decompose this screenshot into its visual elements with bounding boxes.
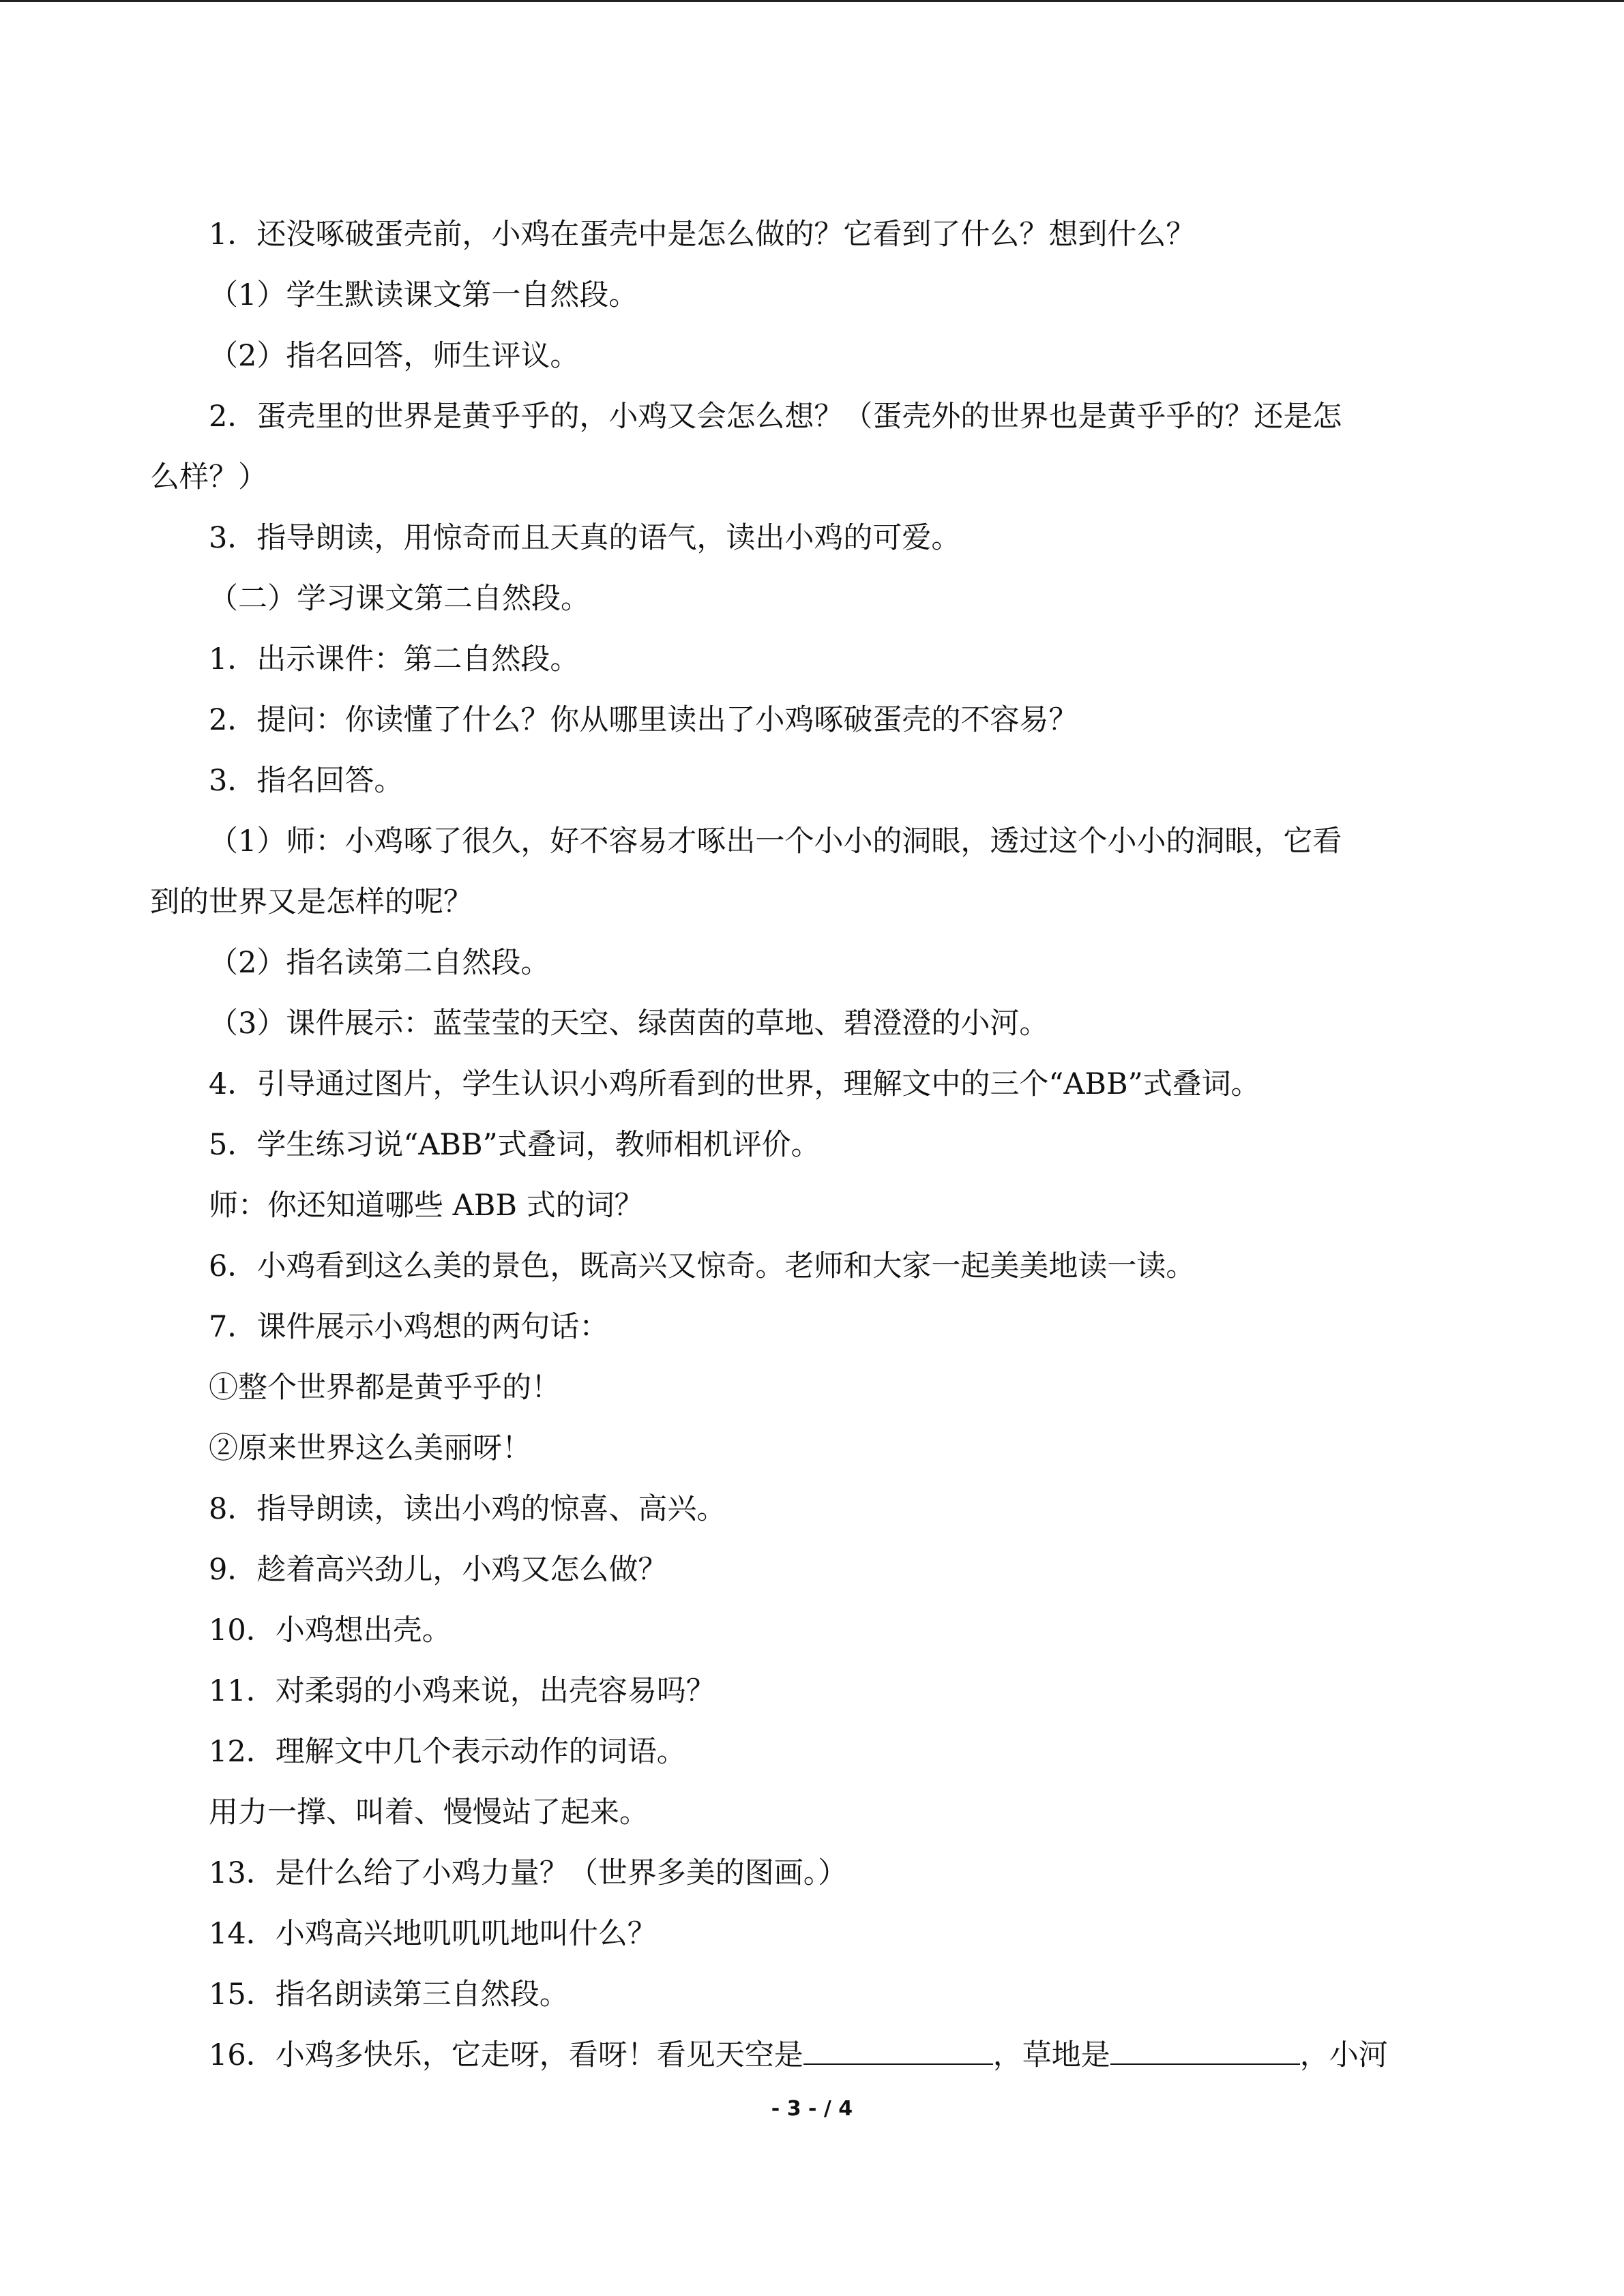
paragraph-line: 7．课件展示小鸡想的两句话： <box>209 1310 609 1344</box>
fill-in-blank-line <box>150 2025 1477 2086</box>
paragraph-line: 3．指名回答。 <box>209 764 404 798</box>
paragraph-line: 4．引导通过图片，学生认识小鸡所看到的世界，理解文中的三个“ABB”式叠词。 <box>209 1067 1260 1101</box>
paragraph-line: 10．小鸡想出壳。 <box>209 1613 452 1648</box>
paragraph-line: 2．蛋壳里的世界是黄乎乎的，小鸡又会怎么想？（蛋壳外的世界也是黄乎乎的？还是怎 <box>209 400 1342 434</box>
paragraph-line: ①整个世界都是黄乎乎的！ <box>209 1371 561 1405</box>
paragraph-line: （2）指名回答，师生评议。 <box>209 339 580 373</box>
page-number: - 3 - / 4 <box>771 2097 853 2121</box>
paragraph-line: 14．小鸡高兴地叽叽叽地叫什么？ <box>209 1917 657 1951</box>
paragraph-line: 6．小鸡看到这么美的景色，既高兴又惊奇。老师和大家一起美美地读一读。 <box>209 1249 1196 1283</box>
paragraph-line-continuation: 么样？） <box>150 460 267 494</box>
fill-in-text: ，草地是 <box>992 2038 1110 2072</box>
top-border-rule <box>0 0 1624 2</box>
paragraph-line: 8．指导朗读，读出小鸡的惊喜、高兴。 <box>209 1492 726 1526</box>
document-body <box>150 205 1477 2086</box>
paragraph-line: ②原来世界这么美丽呀！ <box>209 1431 531 1465</box>
paragraph-line: 5．学生练习说“ABB”式叠词，教师相机评价。 <box>209 1128 821 1162</box>
paragraph-line: 3．指导朗读，用惊奇而且天真的语气，读出小鸡的可爱。 <box>209 521 961 555</box>
paragraph-line: 1．还没啄破蛋壳前，小鸡在蛋壳中是怎么做的？它看到了什么？想到什么？ <box>209 218 1196 252</box>
fill-in-text: ，小河 <box>1299 2038 1388 2072</box>
answer-blank-grass[interactable] <box>1110 2038 1300 2065</box>
paragraph-line: 1．出示课件：第二自然段。 <box>209 642 580 676</box>
paragraph-line: （2）指名读第二自然段。 <box>209 946 550 980</box>
answer-blank-sky[interactable] <box>803 2038 993 2065</box>
paragraph-line-continuation: 到的世界又是怎样的呢？ <box>150 885 473 919</box>
section-heading: （二）学习课文第二自然段。 <box>209 582 590 616</box>
fill-in-text: 16．小鸡多快乐，它走呀，看呀！看见天空是 <box>209 2038 803 2072</box>
paragraph-line: 13．是什么给了小鸡力量？（世界多美的图画。） <box>209 1856 848 1890</box>
paragraph-line: 2．提问：你读懂了什么？你从哪里读出了小鸡啄破蛋壳的不容易？ <box>209 703 1078 737</box>
paragraph-line: 12．理解文中几个表示动作的词语。 <box>209 1735 686 1769</box>
paragraph-line: （1）学生默读课文第一自然段。 <box>209 278 638 312</box>
paragraph-line: 9．趁着高兴劲儿，小鸡又怎么做？ <box>209 1553 668 1587</box>
paragraph-line: 11．对柔弱的小鸡来说，出壳容易吗？ <box>209 1674 715 1708</box>
paragraph-line: （1）师：小鸡啄了很久，好不容易才啄出一个小小的洞眼，透过这个小小的洞眼，它看 <box>209 824 1342 859</box>
paragraph-line: 师：你还知道哪些 ABB 式的词？ <box>209 1189 644 1223</box>
paragraph-line: 15．指名朗读第三自然段。 <box>209 1978 569 2012</box>
paragraph-line: （3）课件展示：蓝莹莹的天空、绿茵茵的草地、碧澄澄的小河。 <box>209 1007 1049 1041</box>
paragraph-line: 用力一撑、叫着、慢慢站了起来。 <box>209 1795 649 1830</box>
